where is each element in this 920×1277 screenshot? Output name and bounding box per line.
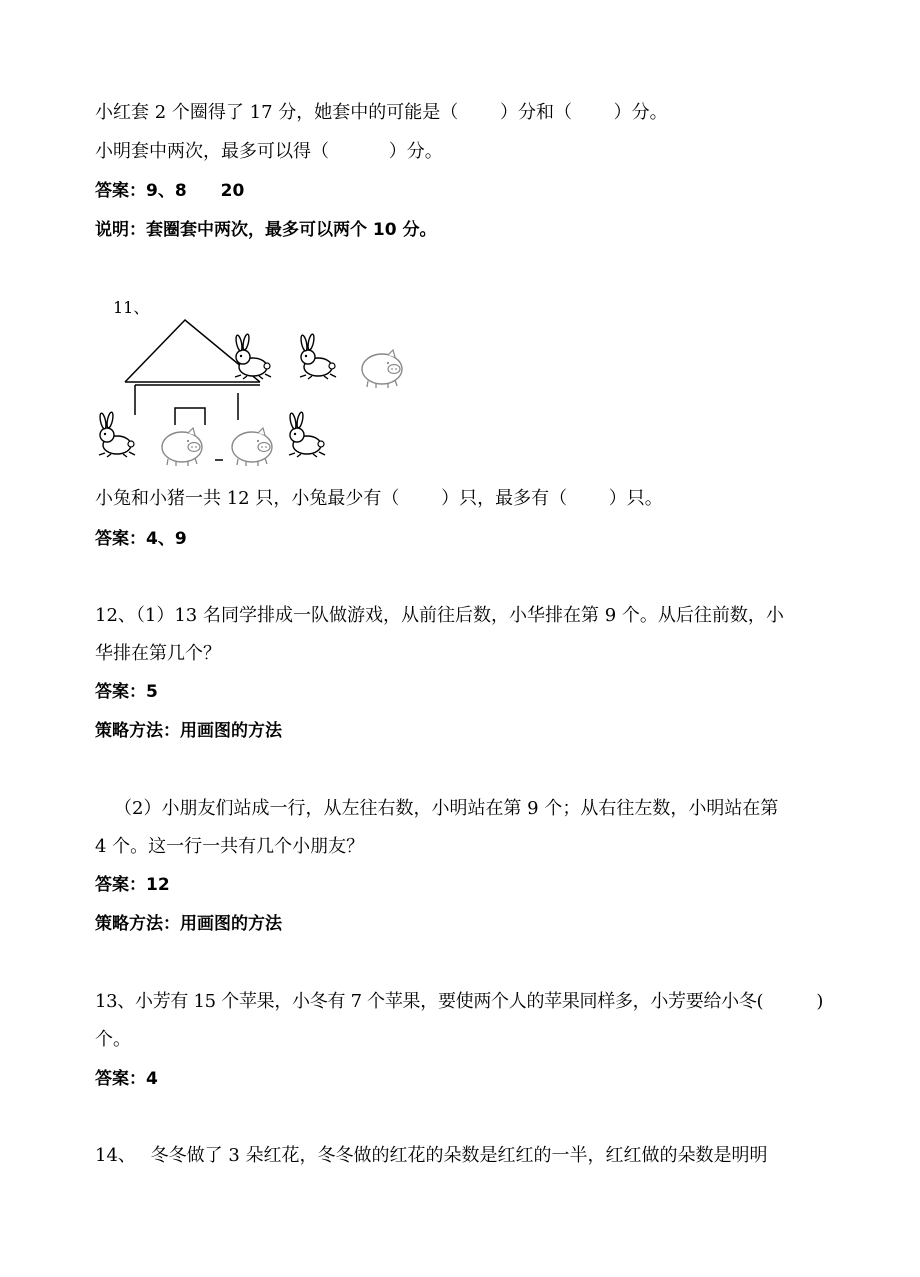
q12-part1-line2: 华排在第几个？ <box>95 643 221 664</box>
rabbit-icon <box>289 412 325 457</box>
rabbit-icon <box>300 334 336 379</box>
q13-answer: 答案：4 <box>95 1069 158 1089</box>
rabbit-icon <box>235 334 271 379</box>
q12-part2-method: 策略方法：用画图的方法 <box>95 914 282 934</box>
q14-line1: 14、 冬冬做了 3 朵红花，冬冬做的红花的朵数是红红的一半，红红做的朵数是明明 <box>95 1145 768 1166</box>
q12-part2-answer: 答案：12 <box>95 875 170 895</box>
q12-part1-line1: 12、（1）13 名同学排成一队做游戏，从前往后数，小华排在第 9 个。从后往前数，小 <box>95 605 784 626</box>
pig-icon <box>162 428 202 466</box>
pig-icon <box>362 350 402 388</box>
q10-line1: 小红套 2 个圈得了 17 分，她套中的可能是（ ）分和（ ）分。 <box>95 102 668 123</box>
q11-figure <box>95 315 425 475</box>
q11-number: 11、 <box>113 298 150 317</box>
q11-answer: 答案：4、9 <box>95 529 187 549</box>
pig-icon <box>232 428 272 466</box>
rabbit-icon <box>99 412 135 457</box>
q11-question: 小兔和小猪一共 12 只，小兔最少有（ ）只，最多有（ ）只。 <box>95 488 663 509</box>
q13-line2: 个。 <box>95 1029 131 1050</box>
q12-part2-line1: （2）小朋友们站成一行，从左往右数，小明站在第 9 个；从右往左数，小明站在第 <box>114 798 779 819</box>
q10-note: 说明：套圈套中两次，最多可以两个 10 分。 <box>95 220 437 240</box>
q12-part1-method: 策略方法：用画图的方法 <box>95 721 282 741</box>
house-door <box>175 408 205 425</box>
q12-part1-answer: 答案：5 <box>95 682 158 702</box>
q12-part2-line2: 4 个。这一行一共有几个小朋友？ <box>95 836 365 857</box>
q13-line1: 13、小芳有 15 个苹果，小冬有 7 个苹果，要使两个人的苹果同样多，小芳要给小冬( ) <box>95 991 824 1012</box>
q10-line2: 小明套中两次，最多可以得（ ）分。 <box>95 141 443 162</box>
q10-answer: 答案：9、8 20 <box>95 181 245 201</box>
